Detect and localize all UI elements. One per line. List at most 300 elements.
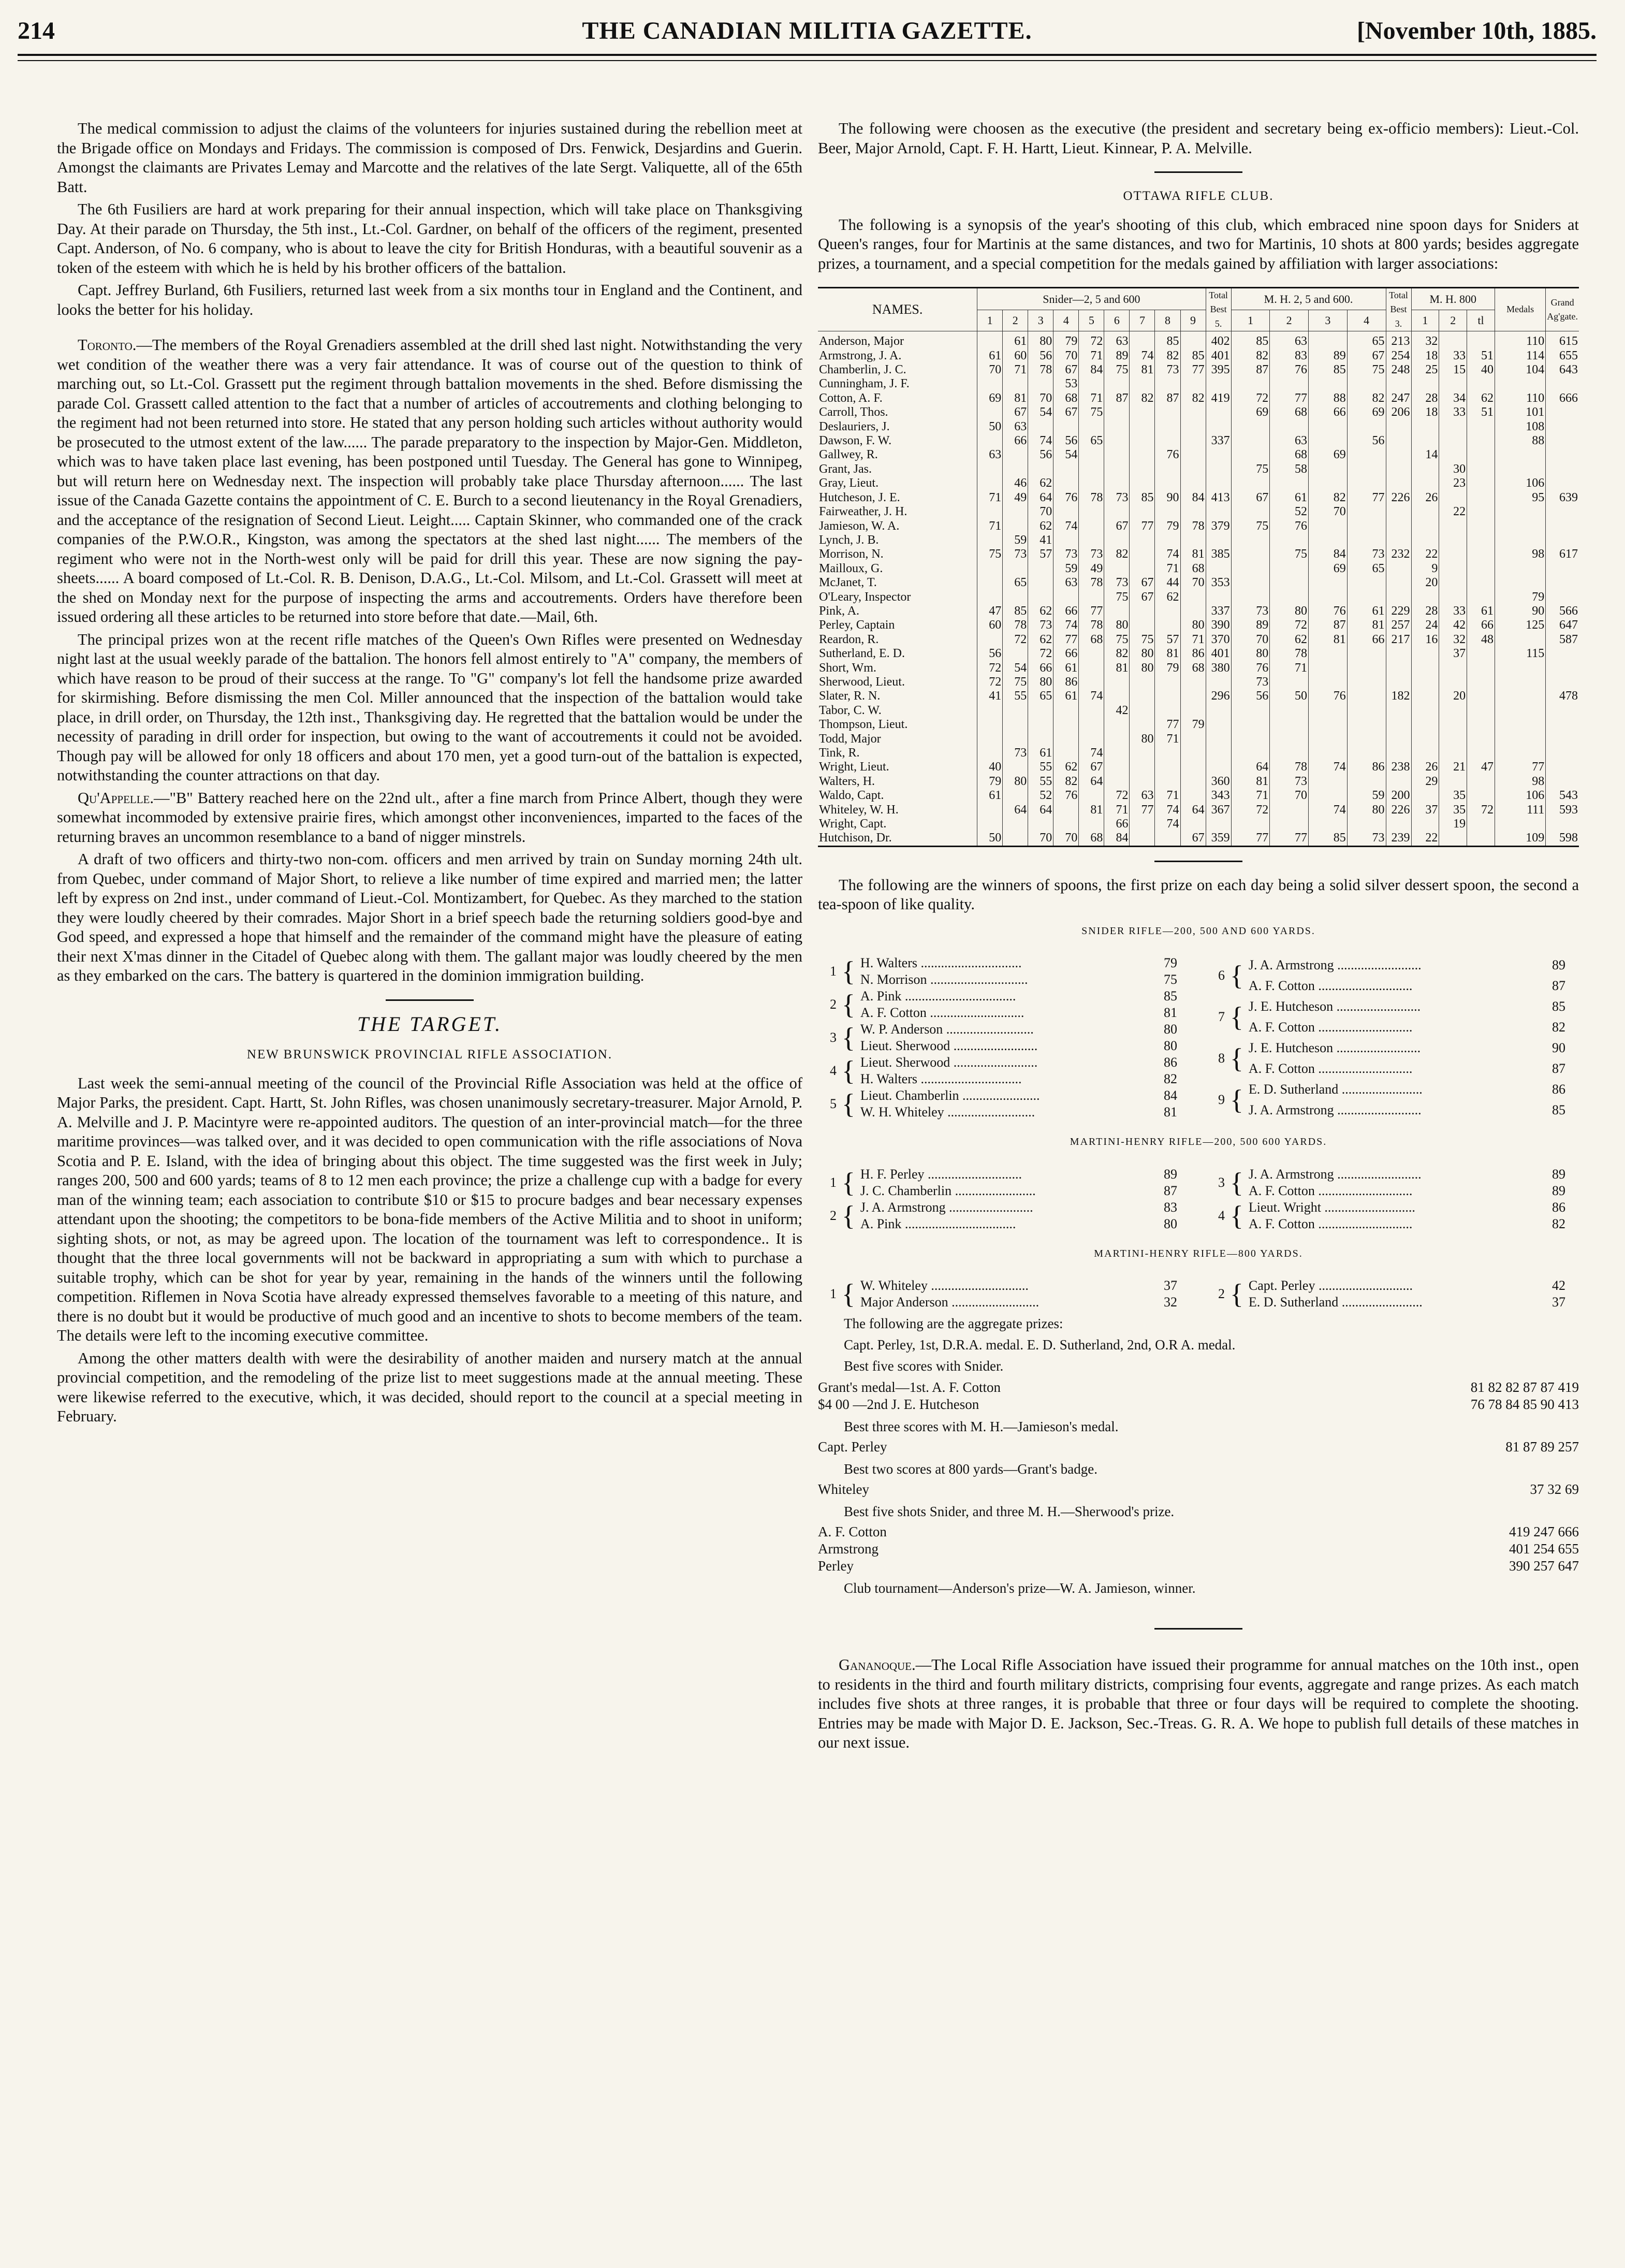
score-cell: 67 [1053, 405, 1079, 419]
score-cell: 77 [1053, 633, 1079, 647]
score-cell [1495, 462, 1545, 476]
article-paragraph: The following were choosen as the executive (the president and secretary being ex-officio members): Lieut.-Col. Beer, Major Arnold, Capt. F. H. Hartt, Lieut. Kinnear, P. A. Melville. [818, 120, 1579, 157]
row-name-cell: Gray, Lieut. [819, 476, 879, 490]
score-cell [1130, 420, 1155, 434]
score-cell: 80 [1180, 618, 1206, 632]
winner-score: 86 [1552, 1082, 1565, 1097]
score-cell [1180, 434, 1206, 448]
score-cell: 82 [1104, 647, 1130, 661]
score-cell [1053, 803, 1079, 817]
score-cell [1270, 732, 1309, 746]
score-cell [1053, 533, 1079, 547]
score-cell: 80 [1231, 647, 1270, 661]
agg-medal: Capt. Perley, 1st, D.R.A. medal. E. D. Sutherland, 2nd, O.R A. medal. [844, 1337, 1236, 1353]
score-cell [1495, 732, 1545, 746]
score-cell [1546, 533, 1579, 547]
score-cell [1347, 377, 1386, 391]
score-cell [1130, 476, 1155, 490]
score-cell [1546, 704, 1579, 718]
score-cell [1206, 760, 1231, 774]
score-cell [1495, 746, 1545, 760]
score-cell: 85 [1309, 363, 1348, 377]
score-cell [1155, 405, 1180, 419]
score-cell: 395 [1206, 363, 1231, 377]
score-cell: 81 [1079, 803, 1104, 817]
col-header-total5: Total Best 5. [1206, 288, 1231, 331]
list-item [819, 1038, 1190, 1054]
score-cell [1180, 420, 1206, 434]
score-cell [1439, 661, 1467, 675]
score-cell: 22 [1439, 505, 1467, 519]
winner-name: A. F. Cotton ............................ [1248, 1061, 1413, 1077]
score-cell [1003, 760, 1028, 774]
score-cell [1028, 718, 1053, 732]
score-cell: 63 [1130, 789, 1155, 803]
score-cell [1231, 533, 1270, 547]
score-cell [1546, 590, 1579, 604]
score-cell [1546, 405, 1579, 419]
score-cell [1155, 675, 1180, 689]
score-cell [977, 704, 1003, 718]
score-cell [1104, 718, 1130, 732]
table-row [818, 547, 1579, 561]
score-cell: 66 [1003, 434, 1028, 448]
score-cell: 385 [1206, 547, 1231, 561]
score-cell: 63 [1104, 331, 1130, 349]
col-header-grand: Grand Ag'gate. [1546, 288, 1579, 331]
agg-row: Capt. Perley 81 87 89 257 [818, 1439, 1579, 1455]
score-cell: 62 [1270, 633, 1309, 647]
score-cell: 64 [1028, 491, 1053, 505]
score-cell [1130, 831, 1155, 846]
row-name-cell: Sherwood, Lieut. [819, 675, 905, 689]
score-cell [1003, 789, 1028, 803]
score-cell [1309, 576, 1348, 590]
brace-icon: { [1230, 960, 1243, 992]
row-name-cell: Hutcheson, J. E. [819, 490, 900, 504]
score-cell: 643 [1546, 363, 1579, 377]
masthead [18, 9, 1597, 52]
score-cell: 52 [1028, 789, 1053, 803]
score-cell [1467, 331, 1495, 349]
score-cell: 80 [1028, 331, 1053, 349]
score-cell: 84 [1079, 363, 1104, 377]
score-cell [1467, 775, 1495, 789]
score-cell: 90 [1155, 491, 1180, 505]
score-cell [977, 434, 1003, 448]
winner-name: J. A. Armstrong ......................... [1248, 1166, 1422, 1182]
score-cell: 69 [1347, 405, 1386, 419]
score-cell [1104, 562, 1130, 576]
score-cell: 69 [1309, 448, 1348, 462]
score-cell [1180, 476, 1206, 490]
score-cell [1495, 633, 1545, 647]
score-cell [1155, 760, 1180, 774]
winner-name: Lieut. Wright ........................... [1248, 1199, 1415, 1215]
day-number: 4 [1218, 1208, 1225, 1223]
score-cell: 49 [1003, 491, 1028, 505]
winner-name: A. Pink ................................. [860, 988, 1016, 1004]
row-name-cell: Grant, Jas. [819, 462, 872, 476]
score-cell: 75 [1270, 547, 1309, 561]
score-cell: 106 [1495, 476, 1545, 490]
brace-icon: { [1230, 1043, 1243, 1074]
score-cell [1546, 462, 1579, 476]
score-cell: 60 [977, 618, 1003, 632]
score-cell [1386, 462, 1411, 476]
score-cell: 73 [1003, 547, 1028, 561]
brace-icon: { [1230, 1200, 1243, 1231]
score-cell: 80 [1130, 647, 1155, 661]
score-cell: 82 [1231, 349, 1270, 363]
score-cell: 78 [1003, 618, 1028, 632]
score-cell [1309, 789, 1348, 803]
score-cell [1347, 590, 1386, 604]
score-cell [1206, 377, 1231, 391]
list-item [1207, 1038, 1578, 1058]
score-cell: 65 [1003, 576, 1028, 590]
winner-name: E. D. Sutherland ........................ [1248, 1082, 1423, 1097]
score-cell [1347, 675, 1386, 689]
score-cell: 62 [1028, 476, 1053, 490]
score-cell [1003, 718, 1028, 732]
score-cell [1104, 405, 1130, 419]
score-cell [1411, 420, 1439, 434]
score-cell [1386, 420, 1411, 434]
col-header-medals: Medals [1495, 288, 1545, 331]
score-cell: 70 [1053, 349, 1079, 363]
score-cell: 50 [977, 420, 1003, 434]
score-cell: 87 [1155, 391, 1180, 405]
score-cell [1386, 732, 1411, 746]
score-cell [1546, 775, 1579, 789]
sub-header-cell: 1 [977, 310, 1003, 331]
score-cell: 200 [1386, 789, 1411, 803]
score-cell [1180, 760, 1206, 774]
score-cell: 80 [1028, 675, 1053, 689]
score-cell: 69 [1231, 405, 1270, 419]
score-cell [1467, 704, 1495, 718]
sub-header-cell: tl [1467, 310, 1495, 331]
list-item [1207, 976, 1578, 996]
table-row [818, 576, 1579, 590]
score-cell [1439, 831, 1467, 846]
score-cell [1130, 704, 1155, 718]
score-cell: 63 [1270, 331, 1309, 349]
score-cell: 70 [1270, 789, 1309, 803]
score-cell [1003, 831, 1028, 846]
row-name-cell: Wright, Lieut. [819, 760, 889, 774]
score-cell: 63 [1053, 576, 1079, 590]
score-cell: 18 [1411, 405, 1439, 419]
score-cell: 50 [977, 831, 1003, 846]
score-cell: 70 [1231, 633, 1270, 647]
score-cell [1079, 817, 1104, 831]
score-cell: 76 [1270, 519, 1309, 533]
score-cell: 67 [1347, 349, 1386, 363]
score-cell: 30 [1439, 462, 1467, 476]
score-cell [1495, 377, 1545, 391]
agg-row: Whiteley 37 32 69 [818, 1481, 1579, 1498]
row-name-cell: Armstrong, J. A. [819, 348, 902, 362]
score-cell: 239 [1386, 831, 1411, 846]
score-cell [1467, 576, 1495, 590]
score-cell [1270, 377, 1309, 391]
score-cell [1104, 675, 1130, 689]
score-cell [1495, 661, 1545, 675]
score-cell: 53 [1053, 377, 1079, 391]
score-cell: 73 [1347, 831, 1386, 846]
score-cell [1130, 718, 1155, 732]
score-cell: 108 [1495, 420, 1545, 434]
score-cell: 68 [1053, 391, 1079, 405]
score-cell: 67 [1003, 405, 1028, 419]
score-cell [1386, 718, 1411, 732]
score-cell: 68 [1079, 633, 1104, 647]
score-cell: 82 [1053, 775, 1079, 789]
table-row [818, 462, 1579, 476]
winner-name: J. A. Armstrong ......................... [860, 1199, 1033, 1215]
score-cell: 74 [1130, 349, 1155, 363]
table-row [818, 434, 1579, 448]
score-cell [1003, 462, 1028, 476]
score-cell: 390 [1206, 618, 1231, 632]
score-cell: 76 [1053, 491, 1079, 505]
score-cell: 59 [1347, 789, 1386, 803]
score-cell [1028, 704, 1053, 718]
day-number: 2 [830, 1208, 837, 1223]
score-cell: 54 [1028, 405, 1053, 419]
score-cell [1003, 590, 1028, 604]
section-heading: THE TARGET. [357, 1012, 503, 1036]
section-divider [386, 999, 474, 1001]
score-cell: 79 [1155, 519, 1180, 533]
score-cell [1439, 746, 1467, 760]
score-cell: 72 [1231, 391, 1270, 405]
sub-header-cell: 4 [1347, 310, 1386, 331]
article-paragraph: Capt. Jeffrey Burland, 6th Fusiliers, returned last week from a six months tour in England and the Continent, and looks the better for his holiday. [57, 281, 802, 318]
score-cell [1467, 675, 1495, 689]
row-name-cell: Fairweather, J. H. [819, 505, 907, 519]
score-cell: 543 [1546, 789, 1579, 803]
score-cell: 64 [1003, 803, 1028, 817]
score-cell: 77 [1495, 760, 1545, 774]
score-cell [1104, 476, 1130, 490]
score-cell: 72 [1003, 633, 1028, 647]
score-cell: 71 [1079, 349, 1104, 363]
score-cell: 587 [1546, 633, 1579, 647]
score-cell [1309, 675, 1348, 689]
score-cell [1467, 562, 1495, 576]
score-cell [1439, 775, 1467, 789]
winner-score: 86 [1164, 1055, 1177, 1070]
col-header-names: NAMES. [818, 288, 977, 331]
score-cell [1104, 775, 1130, 789]
score-cell: 49 [1079, 562, 1104, 576]
score-cell: 79 [1053, 331, 1079, 349]
brace-icon: { [842, 1167, 855, 1198]
agg-tournament: Club tournament—Anderson's prize—W. A. Jamieson, winner. [844, 1580, 1196, 1596]
brace-icon: { [1230, 1167, 1243, 1198]
score-cell: 75 [1347, 363, 1386, 377]
score-cell: 71 [1003, 363, 1028, 377]
score-cell [1546, 576, 1579, 590]
score-cell [1411, 704, 1439, 718]
score-cell: 74 [1028, 434, 1053, 448]
winner-score: 87 [1164, 1183, 1177, 1198]
row-name-cell: Wright, Capt. [819, 817, 887, 831]
score-cell: 82 [1104, 547, 1130, 561]
score-cell: 37 [1411, 803, 1439, 817]
brace-icon: { [1230, 1278, 1243, 1310]
table-row [818, 618, 1579, 632]
table-row [818, 831, 1579, 846]
score-cell [1028, 576, 1053, 590]
score-cell: 61 [977, 789, 1003, 803]
winner-score: 86 [1552, 1199, 1565, 1215]
score-cell: 70 [1028, 831, 1053, 846]
score-cell: 59 [1053, 562, 1079, 576]
score-cell [1411, 675, 1439, 689]
score-cell [1028, 590, 1053, 604]
score-cell: 110 [1495, 391, 1545, 405]
table-row [818, 647, 1579, 661]
score-cell [1467, 420, 1495, 434]
score-cell: 70 [1053, 831, 1079, 846]
day-number: 1 [830, 1174, 837, 1190]
header-rule-bottom [18, 60, 1597, 61]
score-cell: 70 [1309, 505, 1348, 519]
list-item [1207, 1100, 1578, 1120]
score-cell: 98 [1495, 547, 1545, 561]
score-cell: 62 [1028, 519, 1053, 533]
agg-row: Grant's medal—1st. A. F. Cotton 81 82 82 87 87 419 [818, 1379, 1579, 1395]
sub-header-cell: 5 [1079, 310, 1104, 331]
score-cell: 78 [1270, 647, 1309, 661]
list-item [1207, 1278, 1578, 1293]
score-cell [1028, 462, 1053, 476]
list-item [1207, 1183, 1578, 1199]
right-column [818, 119, 1579, 1756]
row-name-cell: Cunningham, J. F. [819, 377, 910, 391]
table-row [818, 405, 1579, 419]
score-cell: 337 [1206, 604, 1231, 618]
list-item [1207, 1295, 1578, 1310]
agg-best2: Best two scores at 800 yards—Grant's badge. [844, 1461, 1098, 1477]
score-cell [1495, 576, 1545, 590]
sub-header-cell: 2 [1439, 310, 1467, 331]
score-cell: 72 [1270, 618, 1309, 632]
score-cell [1495, 718, 1545, 732]
score-cell [1439, 562, 1467, 576]
score-cell: 35 [1439, 803, 1467, 817]
score-cell [1206, 732, 1231, 746]
score-cell: 56 [1053, 434, 1079, 448]
score-cell: 73 [1028, 618, 1053, 632]
score-cell: 55 [1003, 689, 1028, 703]
winner-name: A. F. Cotton ............................ [1248, 978, 1413, 994]
score-cell: 50 [1270, 689, 1309, 703]
score-cell: 51 [1467, 405, 1495, 419]
brace-icon: { [842, 1055, 855, 1087]
day-number: 5 [830, 1096, 837, 1112]
score-cell: 72 [977, 661, 1003, 675]
score-cell [1309, 462, 1348, 476]
score-cell: 58 [1270, 462, 1309, 476]
score-cell: 54 [1003, 661, 1028, 675]
score-cell: 57 [1028, 547, 1053, 561]
score-cell: 77 [1130, 803, 1155, 817]
score-cell [1180, 377, 1206, 391]
score-cell [1155, 604, 1180, 618]
score-cell: 66 [1028, 661, 1053, 675]
score-cell: 73 [1104, 576, 1130, 590]
score-cell [1411, 647, 1439, 661]
score-cell: 353 [1206, 576, 1231, 590]
score-cell [1206, 448, 1231, 462]
score-cell: 111 [1495, 803, 1545, 817]
dateline: Toronto. [78, 336, 137, 354]
score-cell [1003, 562, 1028, 576]
agg-row: A. F. Cotton 419 247 666 [818, 1524, 1579, 1540]
score-cell: 89 [1104, 349, 1130, 363]
score-cell: 75 [1003, 675, 1028, 689]
score-cell: 77 [1270, 831, 1309, 846]
table-row [818, 420, 1579, 434]
score-cell [1439, 377, 1467, 391]
score-cell: 61 [1003, 331, 1028, 349]
score-cell: 74 [1155, 817, 1180, 831]
score-cell: 101 [1495, 405, 1545, 419]
score-cell [1411, 519, 1439, 533]
score-cell: 73 [1079, 547, 1104, 561]
score-cell: 41 [977, 689, 1003, 703]
score-cell [1467, 491, 1495, 505]
score-cell [1467, 689, 1495, 703]
winner-score: 89 [1164, 1166, 1177, 1182]
score-cell [1546, 661, 1579, 675]
score-cell: 59 [1003, 533, 1028, 547]
score-cell: 62 [1028, 633, 1053, 647]
winner-score: 89 [1552, 957, 1565, 973]
score-cell: 359 [1206, 831, 1231, 846]
score-cell [1180, 462, 1206, 476]
score-cell: 19 [1439, 817, 1467, 831]
winner-score: 81 [1164, 1104, 1177, 1120]
score-cell [1180, 505, 1206, 519]
winner-score: 89 [1552, 1166, 1565, 1182]
day-number: 3 [1218, 1174, 1225, 1190]
article-paragraph: The 6th Fusiliers are hard at work preparing for their annual inspection, which will take place on Thanksgiving Day. At their parade on Thursday, the 5th inst., Lt.-Col. Gardner, on behalf of the officers of the regiment, presented Capt. Anderson, of No. 6 company, who is about to leave the city for British Honduras, with a beautiful souvenir as a token of the esteem with which he is held by his brother officers of the battalion. [57, 200, 802, 277]
scores-table [818, 287, 1579, 847]
score-cell [1079, 505, 1104, 519]
score-cell [1079, 789, 1104, 803]
score-cell: 65 [1079, 434, 1104, 448]
table-row [818, 448, 1579, 462]
score-cell [1467, 789, 1495, 803]
score-cell [1028, 732, 1053, 746]
score-cell: 81 [1180, 547, 1206, 561]
score-cell [1270, 803, 1309, 817]
score-cell: 370 [1206, 633, 1231, 647]
score-cell [1386, 647, 1411, 661]
score-cell [1155, 775, 1180, 789]
score-cell [1130, 562, 1155, 576]
score-cell: 82 [1130, 391, 1155, 405]
score-cell [1386, 533, 1411, 547]
score-cell [1347, 476, 1386, 490]
score-cell [1104, 420, 1130, 434]
